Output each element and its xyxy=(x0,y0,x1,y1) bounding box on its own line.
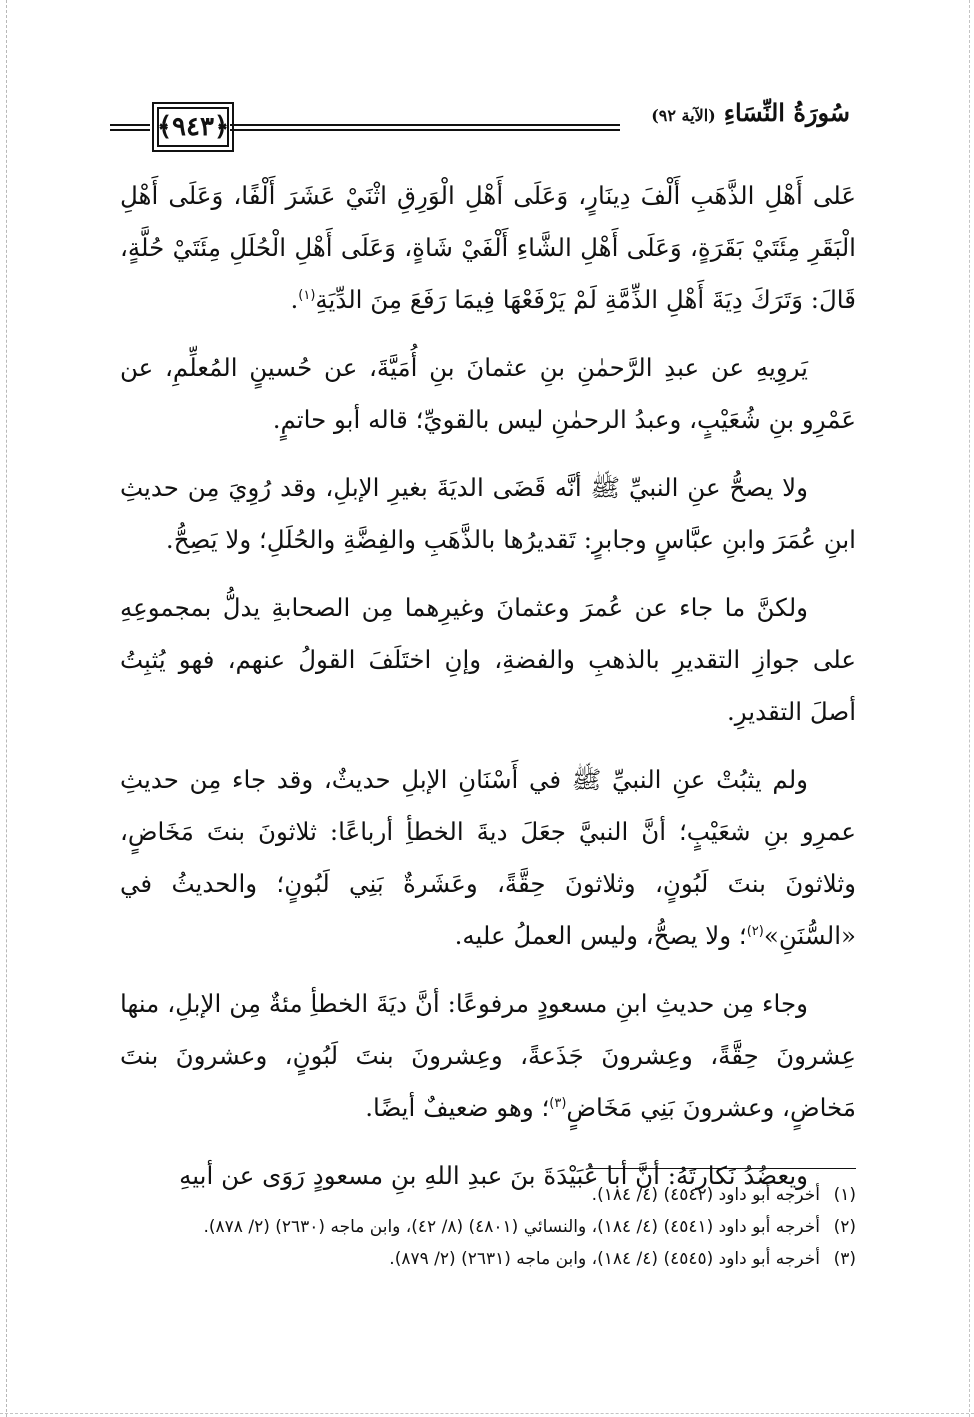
paragraph: وجاء مِن حديثِ ابنِ مسعودٍ مرفوعًا: أنَّ ديَةَ الخطأِ مئةٌ مِن الإبلِ، منها عِشرونَ حِقَّةً، وعِشرونَ جَذَعةً، وعِشرونَ بنتَ لَبُونٍ، وعشرونَ بنتَ مَخاضٍ، وعشرونَ بَنِي مَخَاضٍ$^{(٣)}$؛ وهو ضعيفٌ أيضًا. xyxy=(120,989,856,1122)
main-text xyxy=(120,170,856,1218)
footnote-marker: (١) xyxy=(298,287,316,303)
footnotes xyxy=(120,1180,856,1276)
paragraph: ولم يثبُتْ عنِ النبيِّ ﷺ في أَسْنَانِ الإبلِ حديثٌ، وقد جاء مِن حديثِ عمرِو بنِ شعَيْبٍ؛ أنَّ النبيَّ جعَلَ ديةَ الخطأِ أرباعًا: ثلاثونَ بنتَ مَخَاضٍ، وثلاثونَ بنتَ لَبُونٍ، وثلاثونَ حِقَّةً، وعَشَرةٌ بَنِي لَبُونٍ؛ والحديثُ في «السُّنَنِ»$^{(٢)}$؛ ولا يصحُّ، وليس العملُ عليه. xyxy=(120,765,856,950)
paragraph: ويعضُدُ نَكارتَهُ: أنَّ أبا عُبَيْدَةَ بنَ عبدِ اللهِ بنِ مسعودٍ رَوَى عن أبيهِ xyxy=(179,1161,808,1190)
paragraph: عَلى أَهْلِ الذَّهَبِ أَلْفَ دِينَارٍ، وَعَلَى أَهْلِ الْوَرِقِ اثْنَيْ عَشَرَ أَلْفًا، وَعَلَى أَهْلِ الْبَقَرِ مِئَتَيْ بَقَرَةٍ، وَعَلَى أَهْلِ الشَّاءِ أَلْفَيْ شَاةٍ، وَعَلَى أَهْلِ الْحُلَلِ مِئَتَيْ حُلَّةٍ، قَالَ: وَتَرَكَ دِيَةَ أَهْلِ الذِّمَّةِ لَمْ يَرْفَعْهَا فِيمَا رَفَعَ مِنَ الدِّيَةِ$^{(١)}$. xyxy=(120,181,856,314)
footnote-number: (٣) xyxy=(833,1249,856,1269)
surah-name: سُورَةُ النِّسَاءِ xyxy=(723,98,850,127)
footnote-marker: (٢) xyxy=(746,923,764,939)
footnote-text: أخرجه أبو داود (٤٥٤٢) (٤/ ١٨٤). xyxy=(591,1185,820,1205)
footnote-text: أخرجه أبو داود (٤٥٤١) (٤/ ١٨٤)، والنسائي (٤٨٠١) (٨/ ٤٢)، وابن ماجه (٢٦٣٠) (٢/ ٨٧٨). xyxy=(203,1217,820,1237)
scan-edge-right xyxy=(969,0,970,1417)
footnote xyxy=(120,1244,856,1274)
ayah-reference: (الآية ٩٢) xyxy=(651,106,716,125)
paragraph: ولا يصحُّ عنِ النبيِّ ﷺ أنَّه قَضَى الديَةَ بغيرِ الإبلِ، وقد رُوِيَ مِن حديثِ ابنِ عُمَرَ وابنِ عبَّاسٍ وجابرٍ: تَقديرُها بالذَّهَبِ والفِضَّةِ والحُلَلِ؛ ولا يَصِحُّ. xyxy=(120,473,856,554)
paragraph: يَروِيهِ عن عبدِ الرَّحمٰنِ بنِ عثمانَ بنِ أُمَيَّةَ، عن حُسينٍ المُعلِّمِ، عن عَمْرِو بنِ شُعَيْبٍ، وعبدُ الرحمٰنِ ليس بالقويِّ؛ قاله أبو حاتمٍ. xyxy=(120,353,856,434)
footnote-number: (٢) xyxy=(833,1217,856,1237)
footnote xyxy=(120,1180,856,1210)
paragraph: ولكنَّ ما جاء عن عُمرَ وعثمانَ وغيرِهما مِن الصحابةِ يدلُّ بمجموعِهِ على جوازِ التقديرِ بالذهبِ والفضةِ، وإنِ اختَلَفَ القولُ عنهم، فهو يُثبِتُ أصلَ التقديرِ. xyxy=(120,593,856,726)
scan-edge-left xyxy=(6,0,7,1417)
footnote-separator xyxy=(590,1168,856,1169)
page-header xyxy=(110,92,850,164)
footnote xyxy=(120,1212,856,1242)
scan-edge-bottom xyxy=(0,1413,974,1414)
footnote-marker: (٣) xyxy=(549,1095,567,1111)
page-number: ﴿٩٤٣﴾ xyxy=(152,102,234,152)
header-rule-right xyxy=(230,124,620,131)
header-rule-left xyxy=(110,124,150,131)
footnote-text: أخرجه أبو داود (٤٥٤٥) (٤/ ١٨٤)، وابن ماجه (٢٦٣١) (٢/ ٨٧٩). xyxy=(389,1249,820,1269)
running-title xyxy=(651,98,850,127)
footnote-number: (١) xyxy=(833,1185,856,1205)
